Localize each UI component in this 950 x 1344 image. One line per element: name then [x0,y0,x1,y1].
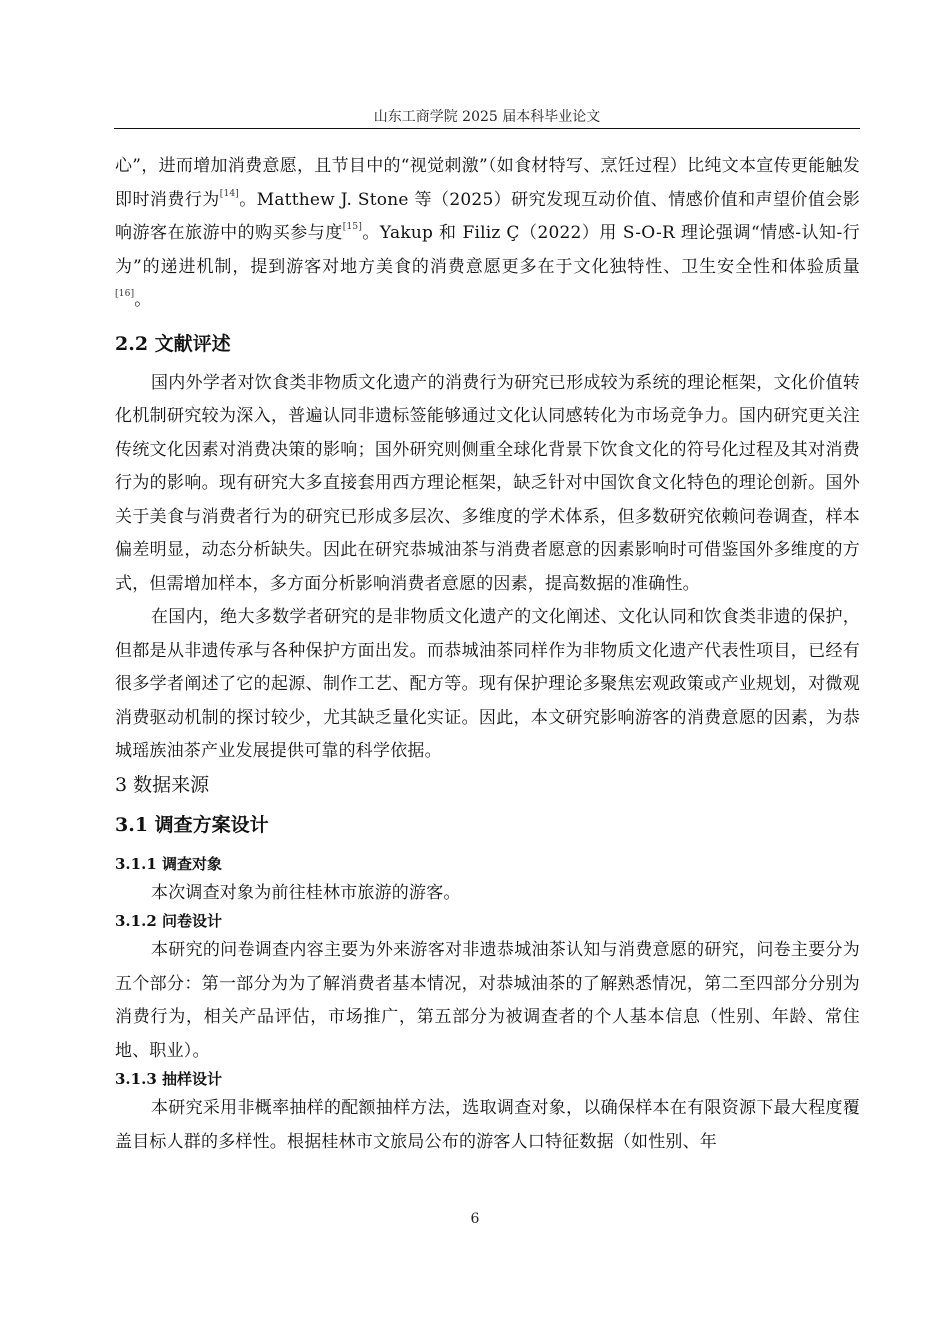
section-heading-2-2: 2.2 文献评述 [115,332,231,355]
literature-review-paragraph-1: 国内外学者对饮食类非物质文化遗产的消费行为研究已形成较为系统的理论框架，文化价值转化机制研究较为深入，普遍认同非遗标签能够通过文化认同感转化为市场竞争力。国内研究更关注传统文化因素对消费决策的影响；国外研究则侧重全球化背景下饮食文化的符号化过程及其对消费行为的影响。现有研究大多直接套用西方理论框架，缺乏针对中国饮食文化特色的理论创新。国外关于美食与消费者行为的研究已形成多层次、多维度的学术体系，但多数研究依赖问卷调查，样本偏差明显，动态分析缺失。因此在研究恭城油茶与消费者愿意的因素影响时可借鉴国外多维度的方式，但需增加样本，多方面分析影响消费者意愿的因素，提高数据的准确性。 [115,372,860,594]
literature-review-paragraph-2: 在国内，绝大多数学者研究的是非物质文化遗产的文化阐述、文化认同和饮食类非遗的保护，但都是从非遗传承与各种保护方面出发。而恭城油茶同样作为非物质文化遗产代表性项目，已经有很多学者阐述了它的起源、制作工艺、配方等。现有保护理论多聚焦宏观政策或产业规划，对微观消费驱动机制的探讨较少，尤其缺乏量化实证。因此，本文研究影响游客的消费意愿的因素，为恭城瑶族油茶产业发展提供可靠的科学依据。 [115,607,860,761]
page-number: 6 [470,1211,480,1227]
citation-14: [14] [219,188,240,199]
header-divider [114,128,860,129]
intro-sentence-1: 心”，进而增加消费意愿，且节目中的“视觉刺激”（如食材特写、烹饪过程）比纯文本宣传更能触发即时消费行为 [115,156,860,210]
subsection-heading-3-1-1: 3.1.1 调查对象 [115,854,222,873]
questionnaire-design-text: 本研究的问卷调查内容主要为外来游客对非遗恭城油茶认知与消费意愿的研究，问卷主要分为五个部分：第一部分为为了解消费者基本情况，对恭城油茶的了解熟悉情况，第二至四部分分别为消费行为，相关产品评估，市场推广，第五部分为被调查者的个人基本信息（性别、年龄、常住地、职业）。 [115,940,860,1061]
citation-15: [15] [342,222,363,232]
survey-object-text: 本次调查对象为前往桂林市旅游的游客。 [151,882,461,903]
citation-16: [16] [115,289,135,299]
chapter-heading-3: 3 数据来源 [115,773,210,796]
sampling-design-text: 本研究采用非概率抽样的配额抽样方法，选取调查对象，以确保样本在有限资源下最大程度覆盖目标人群的多样性。根据桂林市文旅局公布的游客人口特征数据（如性别、年 [115,1098,860,1152]
intro-paragraph [115,150,860,318]
section-heading-3-1: 3.1 调查方案设计 [115,813,269,836]
running-header: 山东工商学院 2025 届本科毕业论文 [373,109,601,125]
intro-sentence-2: 。Matthew J. Stone 等（2025）研究发现互动价值、情感价值和声望价值会影响游客在旅游中的购买参与度 [115,189,860,243]
subsection-heading-3-1-3: 3.1.3 抽样设计 [115,1070,222,1088]
subsection-heading-3-1-2: 3.1.2 问卷设计 [115,912,222,930]
page-body [115,150,860,1159]
intro-sentence-4: 。 [134,290,152,310]
intro-sentence-3: 。Yakup 和 Filiz Ç（2022）用 S-O-R 理论强调“情感-认知-行为”的递进机制，提到游客对地方美食的消费意愿更多在于文化独特性、卫生安全性和体验质量 [115,223,860,277]
